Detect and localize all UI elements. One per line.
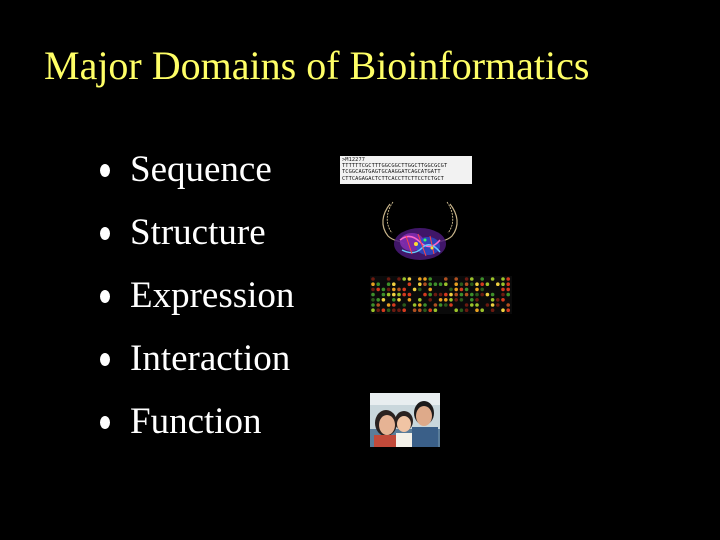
microarray-spot [480, 277, 484, 281]
sequence-line: TTTTTTCGCTTTGGCGGCTTGGCTTGGCGCGT [342, 163, 448, 170]
microarray-spot [491, 303, 495, 307]
microarray-spot [402, 308, 406, 312]
bullet-icon [100, 164, 110, 177]
microarray-spot [439, 298, 443, 302]
microarray-spot [371, 298, 375, 302]
microarray-spot [491, 298, 495, 302]
microarray-spot [460, 282, 464, 286]
microarray-spot [486, 282, 490, 286]
microarray-spot [444, 277, 448, 281]
sequence-line: >M12277 [342, 157, 366, 163]
microarray-spot [501, 308, 505, 312]
bullet-item-sequence [100, 138, 294, 201]
microarray-spot [434, 308, 438, 312]
microarray-spot [460, 308, 464, 312]
microarray-spot [387, 288, 391, 292]
microarray-spot [382, 308, 386, 312]
bullet-label: Expression [130, 275, 295, 316]
microarray-spot [402, 277, 406, 281]
microarray-spot [418, 288, 422, 292]
microarray-spot [486, 303, 490, 307]
microarray-spot [454, 298, 458, 302]
microarray-spot [470, 303, 474, 307]
microarray-spot [439, 282, 443, 286]
microarray-spot [387, 303, 391, 307]
microarray-spot [460, 288, 464, 292]
microarray-spot [428, 277, 432, 281]
microarray-spot [439, 293, 443, 297]
microarray-spot [371, 288, 375, 292]
bullet-label: Sequence [130, 149, 272, 190]
microarray-spot [444, 303, 448, 307]
microarray-spot [454, 282, 458, 286]
microarray-spot [501, 298, 505, 302]
microarray-spot [449, 293, 453, 297]
microarray-spot [397, 308, 401, 312]
microarray-spot [434, 293, 438, 297]
microarray-spot [486, 293, 490, 297]
microarray-spot [423, 282, 427, 286]
microarray-spot [371, 303, 375, 307]
microarray-spot [506, 293, 510, 297]
microarray-spot [418, 308, 422, 312]
microarray-spot [454, 308, 458, 312]
microarray-spot [402, 293, 406, 297]
microarray-spot [475, 298, 479, 302]
microarray-spot [423, 308, 427, 312]
bullet-label: Function [130, 401, 262, 442]
microarray-spot [470, 293, 474, 297]
microarray-spot [506, 303, 510, 307]
microarray-spot [392, 308, 396, 312]
microarray-spot [496, 282, 500, 286]
microarray-spot [392, 282, 396, 286]
microarray-spot [491, 277, 495, 281]
microarray-spot [413, 288, 417, 292]
microarray-spot [397, 293, 401, 297]
microarray-spot [423, 303, 427, 307]
microarray-spot [501, 288, 505, 292]
microarray-spot [491, 293, 495, 297]
microarray-spot [376, 282, 380, 286]
microarray-spot [470, 298, 474, 302]
microarray-spot [501, 277, 505, 281]
microarray-spot [501, 282, 505, 286]
microarray-spot [376, 303, 380, 307]
microarray-spot [460, 293, 464, 297]
microarray-spot [413, 303, 417, 307]
sequence-line: TCGGCAGTGAGTGCAAGGATCAGCATGATT [342, 169, 441, 176]
microarray-spot [454, 277, 458, 281]
bullet-icon [100, 353, 110, 366]
microarray-spot [371, 277, 375, 281]
microarray-spot [413, 308, 417, 312]
microarray-spot [428, 282, 432, 286]
microarray-spot [371, 293, 375, 297]
microarray-spot [480, 282, 484, 286]
microarray-spot [475, 288, 479, 292]
microarray-spot [397, 288, 401, 292]
microarray-spot [408, 277, 412, 281]
microarray-spot [506, 282, 510, 286]
microarray-spot [387, 293, 391, 297]
microarray-spot [382, 288, 386, 292]
microarray-spot [408, 298, 412, 302]
microarray-spot [491, 308, 495, 312]
microarray-spot [423, 277, 427, 281]
bullet-icon [100, 227, 110, 240]
bullet-item-expression [100, 264, 294, 327]
microarray-spot [423, 293, 427, 297]
microarray-spot [470, 277, 474, 281]
bullet-list [100, 138, 294, 453]
microarray-spot [387, 277, 391, 281]
microarray-spot [418, 303, 422, 307]
microarray-spot [439, 303, 443, 307]
microarray-spot [501, 293, 505, 297]
microarray-spot [392, 303, 396, 307]
microarray-spot [470, 282, 474, 286]
microarray-spot [371, 308, 375, 312]
microarray-spot [382, 298, 386, 302]
microarray-spot [376, 288, 380, 292]
microarray-spot [465, 277, 469, 281]
microarray-spot [418, 282, 422, 286]
microarray-spot [392, 293, 396, 297]
bullet-item-interaction [100, 327, 294, 390]
microarray-spot [506, 288, 510, 292]
microarray-spot [506, 308, 510, 312]
bullet-icon [100, 290, 110, 303]
microarray-spot [454, 288, 458, 292]
microarray-spot [480, 293, 484, 297]
microarray-spot [376, 298, 380, 302]
microarray-spot [465, 308, 469, 312]
microarray-spot [444, 298, 448, 302]
bullet-label: Interaction [130, 338, 291, 379]
microarray-spot [475, 293, 479, 297]
microarray-image [370, 276, 512, 314]
family-photo-image [370, 393, 440, 447]
microarray-spot [418, 277, 422, 281]
microarray-spot [392, 288, 396, 292]
microarray-spot [444, 282, 448, 286]
microarray-spot [475, 303, 479, 307]
microarray-spot [506, 277, 510, 281]
microarray-spot [444, 293, 448, 297]
microarray-spot [392, 298, 396, 302]
microarray-spot [475, 308, 479, 312]
microarray-spot [402, 288, 406, 292]
microarray-spot [475, 282, 479, 286]
microarray-spot [454, 293, 458, 297]
microarray-spot [449, 303, 453, 307]
microarray-spot [465, 303, 469, 307]
microarray-spot [465, 293, 469, 297]
bullet-item-structure [100, 201, 294, 264]
microarray-spot [387, 308, 391, 312]
microarray-spot [408, 293, 412, 297]
microarray-spot [376, 308, 380, 312]
bullet-item-function [100, 390, 294, 453]
bullet-icon [100, 416, 110, 429]
microarray-spot [428, 293, 432, 297]
microarray-spot [397, 277, 401, 281]
microarray-spot [387, 282, 391, 286]
microarray-spot [496, 303, 500, 307]
microarray-spot [402, 303, 406, 307]
slide-title: Major Domains of Bioinformatics [44, 43, 590, 88]
microarray-spot [460, 298, 464, 302]
microarray-spot [480, 308, 484, 312]
microarray-spot [434, 282, 438, 286]
microarray-spot [408, 282, 412, 286]
microarray-spot [397, 298, 401, 302]
microarray-spot [371, 282, 375, 286]
microarray-spot [428, 298, 432, 302]
protein-structure-image [370, 196, 470, 268]
microarray-spot [418, 298, 422, 302]
dna-sequence-image [340, 156, 472, 184]
microarray-spot [465, 288, 469, 292]
microarray-spot [496, 298, 500, 302]
bullet-label: Structure [130, 212, 266, 253]
microarray-spot [434, 303, 438, 307]
microarray-spot [480, 288, 484, 292]
sequence-line: CTTCAGAGACTCTTCACCTTCTTCCTCTGCT [342, 175, 444, 182]
microarray-spot [382, 293, 386, 297]
microarray-spot [428, 288, 432, 292]
microarray-spot [449, 298, 453, 302]
microarray-spot [428, 308, 432, 312]
microarray-spot [465, 282, 469, 286]
microarray-spot [449, 288, 453, 292]
